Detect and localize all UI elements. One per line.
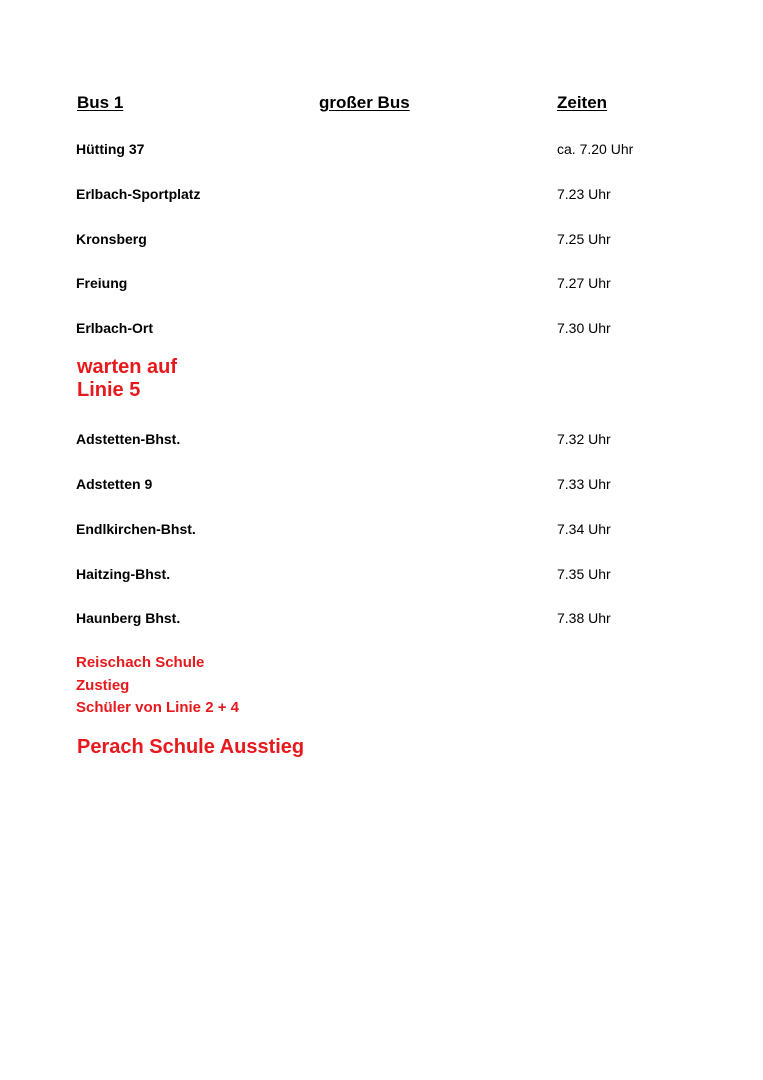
- stop-name: Haitzing-Bhst.: [76, 566, 171, 582]
- wait-note: [77, 356, 177, 402]
- stop-time: 7.35 Uhr: [557, 566, 611, 582]
- stop-name: Hütting 37: [76, 141, 145, 157]
- wait-note-line2: Linie 5: [77, 379, 141, 401]
- stop-name: Endlkirchen-Bhst.: [76, 521, 196, 537]
- stop-name: Erlbach-Ort: [76, 320, 154, 336]
- stop-time: 7.27 Uhr: [557, 275, 611, 291]
- bus-line-heading: Bus 1: [77, 93, 124, 112]
- wait-note-line1: warten auf: [77, 356, 178, 378]
- stop-name: Erlbach-Sportplatz: [76, 186, 201, 202]
- stop-name: Kronsberg: [76, 231, 147, 247]
- school-boarding-note: [76, 652, 239, 720]
- school-note-line2: Zustieg: [76, 676, 130, 694]
- stop-name: Adstetten 9: [76, 476, 153, 492]
- stop-time: 7.25 Uhr: [557, 231, 611, 247]
- stop-time: ca. 7.20 Uhr: [557, 141, 634, 157]
- stop-time: 7.30 Uhr: [557, 320, 611, 336]
- stop-time: 7.34 Uhr: [557, 521, 611, 537]
- bus-type-heading: großer Bus: [319, 93, 410, 112]
- stop-time: 7.38 Uhr: [557, 610, 611, 626]
- stop-name: Adstetten-Bhst.: [76, 431, 181, 447]
- stop-time: 7.23 Uhr: [557, 186, 611, 202]
- final-exit-note: Perach Schule Ausstieg: [77, 736, 305, 758]
- stop-time: 7.33 Uhr: [557, 476, 611, 492]
- school-note-line1: Reischach Schule: [76, 654, 205, 671]
- stop-time: 7.32 Uhr: [557, 431, 611, 447]
- stop-name: Haunberg Bhst.: [76, 610, 181, 626]
- school-note-line3: Schüler von Linie 2 + 4: [76, 699, 239, 716]
- stop-name: Freiung: [76, 275, 128, 291]
- times-heading: Zeiten: [557, 93, 608, 112]
